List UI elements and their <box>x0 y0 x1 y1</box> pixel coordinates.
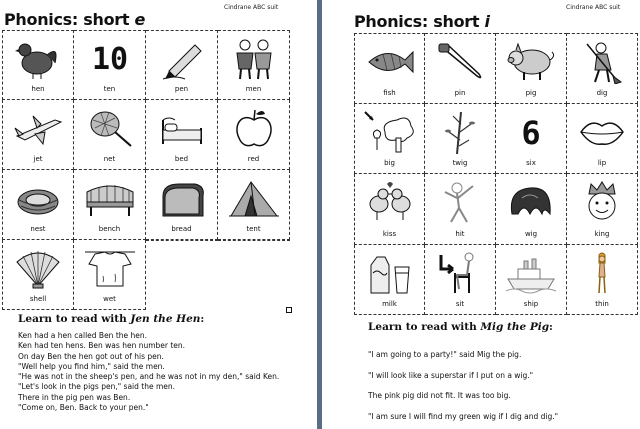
story-line: Ken had ten hens. Ben was hen number ten. <box>18 341 186 351</box>
picture-cell-hit <box>425 174 496 245</box>
word-label: bread <box>171 225 192 233</box>
word-label: tent <box>246 225 261 233</box>
twig-icon <box>433 110 487 154</box>
picture-cell-thin <box>567 245 638 316</box>
word-label: twig <box>452 159 468 167</box>
title-prefix: Phonics: short <box>4 10 130 29</box>
bed-icon <box>155 106 209 150</box>
corner-marker <box>286 307 292 313</box>
picture-grid <box>354 33 638 315</box>
picture-cell-dig <box>567 33 638 104</box>
picture-cell-pen <box>146 30 218 100</box>
story-line: There in the pig pen was Ben. <box>18 392 131 402</box>
story-line: "Well help you find him," said the men. <box>18 361 165 371</box>
picture-cell-king <box>567 174 638 245</box>
bread-icon <box>155 176 209 220</box>
word-label: red <box>247 155 260 163</box>
picture-cell-bench <box>74 170 146 240</box>
wet-shirt-icon <box>83 246 137 290</box>
picture-cell-ship <box>496 245 567 316</box>
picture-cell-wig <box>496 174 567 245</box>
word-label: wig <box>524 229 538 238</box>
milk-icon <box>363 251 417 295</box>
word-label: ship <box>523 300 539 308</box>
lips-icon <box>575 110 629 154</box>
tent-icon <box>227 176 281 220</box>
kissing-birds-icon <box>363 180 417 224</box>
story-title: Jen the Hen <box>130 313 201 325</box>
picture-cell-net <box>74 100 146 170</box>
story-heading-suffix: : <box>549 321 553 333</box>
word-label: pin <box>454 88 466 97</box>
credit-text: Cindrane ABC suit <box>566 4 621 11</box>
story-line: "I am sure I will find my green wig if I dig and dig." <box>368 411 559 421</box>
word-label: shell <box>29 295 47 303</box>
number-six-icon <box>504 110 558 154</box>
picture-cell-bed <box>146 100 218 170</box>
credit-text: Cindrane ABC suit <box>224 4 279 11</box>
story-heading <box>368 321 553 333</box>
story-heading-suffix: : <box>200 313 205 325</box>
apple-icon <box>227 106 281 150</box>
short-e-worksheet <box>0 0 317 429</box>
word-label: milk <box>382 300 397 308</box>
story-heading <box>18 313 204 325</box>
word-label: bench <box>98 225 121 233</box>
page-title <box>354 12 490 31</box>
story-heading-prefix: Learn to read with <box>368 321 481 333</box>
story-line: Ken had a hen called Ben the hen. <box>18 331 148 340</box>
king-icon <box>575 180 629 224</box>
six-numeral: 6 <box>521 113 541 152</box>
hitting-icon <box>433 180 487 224</box>
picture-cell-sit <box>425 245 496 316</box>
wig-icon <box>504 180 558 224</box>
nest-icon <box>11 176 65 220</box>
number-ten-icon <box>83 37 137 81</box>
story-line: "I will look like a superstar if I put on a wig." <box>368 370 534 380</box>
word-label: hit <box>455 229 465 238</box>
picture-cell-bread <box>146 170 218 240</box>
shell-icon <box>11 246 65 290</box>
page-title <box>4 10 145 29</box>
title-vowel: i <box>484 12 490 31</box>
picture-cell-fish <box>354 33 425 104</box>
pig-icon <box>504 40 558 84</box>
story-line: "Let's look in the pigs pen," said the men. <box>18 382 176 392</box>
fish-icon <box>363 40 417 84</box>
picture-cell-tent <box>218 170 290 240</box>
story-title: Mig the Pig <box>480 321 550 333</box>
picture-cell-pig <box>496 33 567 104</box>
ten-numeral: 10 <box>91 42 128 77</box>
jet-icon <box>11 106 65 150</box>
picture-cell-big <box>354 104 425 175</box>
safety-pin-icon <box>433 40 487 84</box>
word-label: jet <box>33 155 43 163</box>
picture-cell-shell <box>2 240 74 310</box>
picture-cell-hen <box>2 30 74 100</box>
pen-icon <box>155 37 209 81</box>
sit-icon <box>433 251 487 295</box>
word-label: net <box>103 155 116 163</box>
word-label: bed <box>174 155 189 163</box>
word-label: thin <box>595 300 609 308</box>
picture-cell-jet <box>2 100 74 170</box>
word-label: pig <box>525 88 537 97</box>
story-line: The pink pig did not fit. It was too big. <box>368 391 511 400</box>
word-label: sit <box>455 300 465 308</box>
word-label: king <box>594 229 610 238</box>
picture-cell-twig <box>425 104 496 175</box>
picture-cell-red <box>218 100 290 170</box>
word-label: kiss <box>382 229 397 238</box>
empty-cell <box>218 240 290 310</box>
picture-cell-wet <box>74 240 146 310</box>
picture-cell-six <box>496 104 567 175</box>
picture-grid <box>2 30 290 310</box>
picture-cell-kiss <box>354 174 425 245</box>
word-label: six <box>526 159 536 167</box>
word-label: pen <box>174 85 189 93</box>
title-prefix: Phonics: short <box>354 12 480 31</box>
big-tree-icon <box>363 110 417 154</box>
net-icon <box>83 106 137 150</box>
story-heading-prefix: Learn to read with <box>18 313 131 325</box>
digging-icon <box>575 40 629 84</box>
story-line: "He was not in the sheep's pen, and he was not in my den," said Ken. <box>18 372 280 382</box>
picture-cell-lip <box>567 104 638 175</box>
story-text <box>368 345 558 427</box>
picture-cell-pin <box>425 33 496 104</box>
story-line: On day Ben the hen got out of his pen. <box>18 351 164 361</box>
story-text <box>18 331 279 413</box>
word-label: hen <box>31 85 45 93</box>
word-label: dig <box>596 88 608 97</box>
picture-cell-men <box>218 30 290 100</box>
story-line: "Come on, Ben. Back to your pen." <box>18 403 149 413</box>
title-vowel: e <box>134 10 146 29</box>
empty-cell <box>146 240 218 310</box>
word-label: lip <box>597 159 607 167</box>
ship-icon <box>504 251 558 295</box>
men-icon <box>227 37 281 81</box>
picture-cell-milk <box>354 245 425 316</box>
word-label: wet <box>103 295 116 303</box>
word-label: nest <box>30 225 46 233</box>
picture-cell-ten <box>74 30 146 100</box>
word-label: big <box>384 159 395 167</box>
word-label: ten <box>103 85 116 93</box>
picture-cell-nest <box>2 170 74 240</box>
word-label: fish <box>383 88 396 97</box>
bench-icon <box>83 176 137 220</box>
thin-person-icon <box>575 251 629 295</box>
story-line: "I am going to a party!" said Mig the pig. <box>368 350 522 359</box>
word-label: men <box>245 85 262 93</box>
hen-icon <box>11 37 65 81</box>
